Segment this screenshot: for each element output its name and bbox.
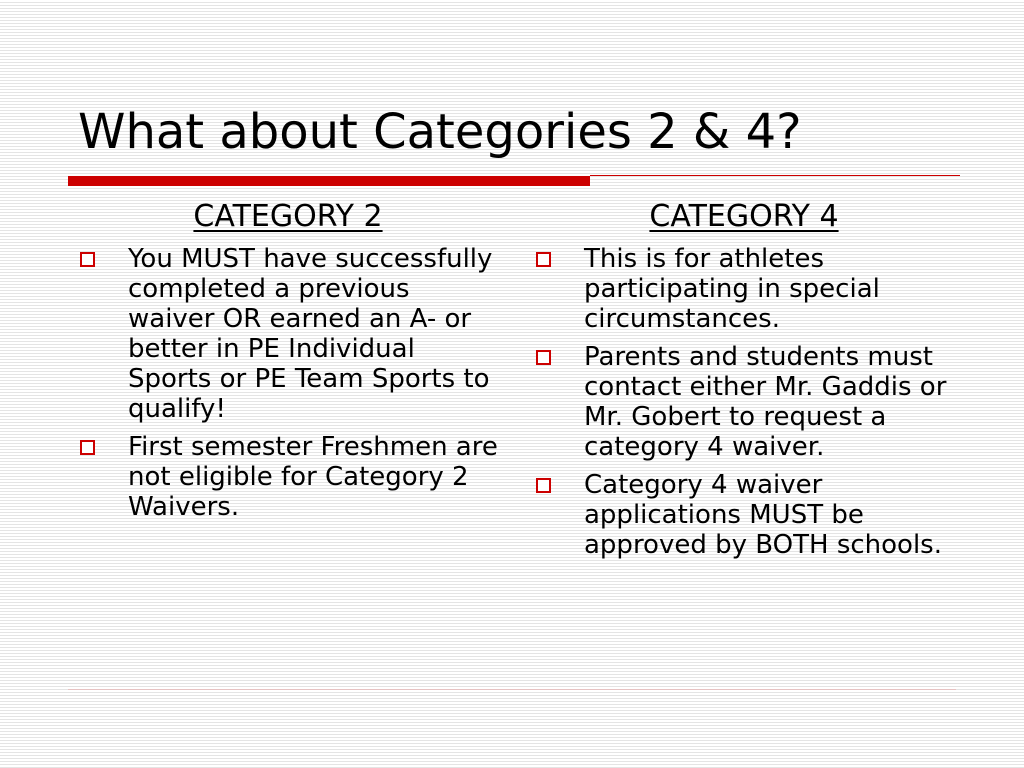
hollow-square-bullet-icon <box>536 350 551 365</box>
footer-divider <box>68 689 956 690</box>
bullet-item <box>78 244 498 424</box>
hollow-square-bullet-icon <box>80 252 95 267</box>
bullet-item <box>534 470 954 560</box>
bullet-text: Parents and students must contact either Mr. Gaddis or Mr. Gobert to request a category 4 waiver. <box>584 342 947 462</box>
bullet-item <box>534 244 954 334</box>
category-2-bullet-list <box>78 244 498 522</box>
category-4-column <box>534 196 954 568</box>
category-2-column <box>78 196 498 530</box>
bullet-text: This is for athletes participating in special circumstances. <box>584 244 880 334</box>
bullet-item <box>78 432 498 522</box>
bullet-text: First semester Freshmen are not eligible for Category 2 Waivers. <box>128 432 498 522</box>
slide-title: What about Categories 2 & 4? <box>78 104 802 160</box>
hollow-square-bullet-icon <box>80 440 95 455</box>
category-2-heading: CATEGORY 2 <box>193 199 383 234</box>
title-underline-thick <box>68 176 590 186</box>
category-4-bullet-list <box>534 244 954 560</box>
title-underline-thin <box>590 175 960 176</box>
bullet-item <box>534 342 954 462</box>
category-4-heading: CATEGORY 4 <box>649 199 839 234</box>
hollow-square-bullet-icon <box>536 252 551 267</box>
hollow-square-bullet-icon <box>536 478 551 493</box>
bullet-text: You MUST have successfully completed a previous waiver OR earned an A- or better in PE Individual Sports or PE Team Sports to qualify! <box>128 244 493 424</box>
bullet-text: Category 4 waiver applications MUST be approved by BOTH schools. <box>584 470 942 560</box>
